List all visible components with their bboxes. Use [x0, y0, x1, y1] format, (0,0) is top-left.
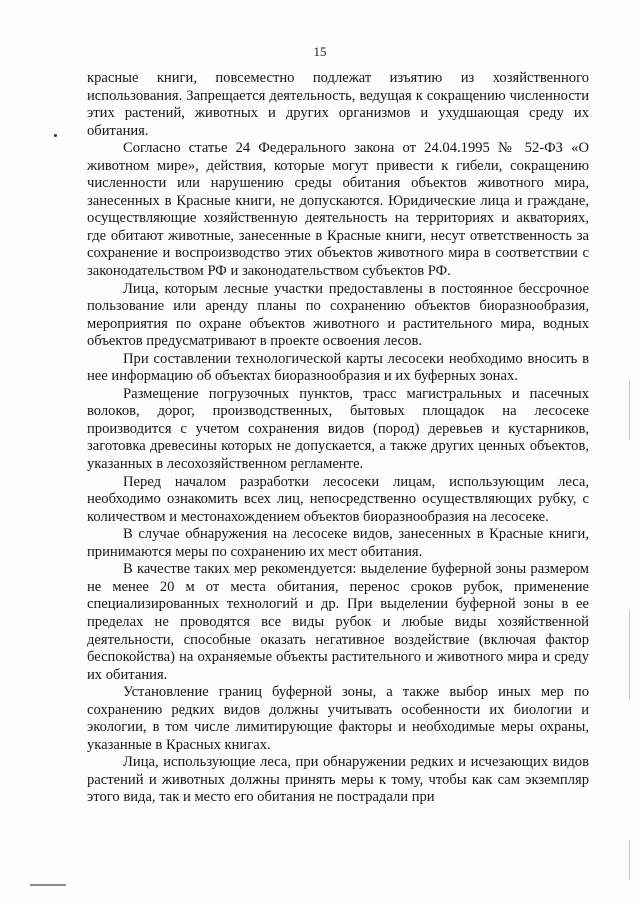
- scan-edge-artifact: [629, 610, 630, 700]
- scan-speck: [54, 134, 57, 137]
- paragraph: Перед началом разработки лесосеки лицам, использующим леса, необходимо ознакомить всех лиц, непосредственно осуществляющих рубку, с количеством и местонахождением объектов биоразнообразия на лесосеке.: [87, 473, 589, 525]
- paragraph-continuation: красные книги, повсеместно подлежат изъятию из хозяйственного использования. Запрещается деятельность, ведущая к сокращению численности этих растений, животных и других организмов и ухудшающая среду их обитания.: [87, 70, 589, 139]
- paragraph: Согласно статье 24 Федерального закона от 24.04.1995 № 52-ФЗ «О животном мире», действия, которые могут привести к гибели, сокращению численности или нарушению среды обитания объектов животного мира, занесенных в Красные книги, не допускаются. Юридические лица и граждане, осуществляющие хозяйственную деятельность на территориях и акваториях, где обитают животные, занесенные в Красные книги, несут ответственность за сохранение и воспроизводство этих объектов животного мира в соответствии с законодательством РФ и законодательством субъектов РФ.: [87, 140, 589, 280]
- paragraph: Лица, которым лесные участки предоставлены в постоянное бессрочное пользование или аренду планы по сохранению объектов биоразнообразия, мероприятия по охране объектов животного и растительного мира, водных объектов предусматривают в проекте освоения лесов.: [87, 280, 589, 350]
- paragraph: При составлении технологической карты лесосеки необходимо вносить в нее информацию об объектах биоразнообразия и их буферных зонах.: [87, 350, 589, 385]
- page-number: 15: [313, 44, 327, 59]
- paragraph: В случае обнаружения на лесосеке видов, занесенных в Красные книги, принимаются меры по сохранению их мест обитания.: [87, 526, 589, 560]
- paragraph: Размещение погрузочных пунктов, трасс магистральных и пасечных волоков, дорог, производственных, бытовых площадок на лесосеке производится с учетом сохранения видов (пород) деревьев и кустарников, заготовка древесины которых не допускается, а также других ценных объектов, указанных в лесохозяйственном регламенте.: [87, 385, 589, 473]
- scan-edge-artifact: [629, 380, 630, 440]
- paragraph: Установление границ буферной зоны, а также выбор иных мер по сохранению редких видов должны учитывать особенности их биологии и экологии, в том числе лимитирующие факторы и необходимые меры охраны, указанные в Красных книгах.: [87, 684, 589, 753]
- scan-edge-artifact: [629, 840, 630, 880]
- paragraph: Лица, использующие леса, при обнаружении редких и исчезающих видов растений и животных должны принять меры к тому, чтобы как сам экземпляр этого вида, так и место его обитания не пострадали при: [87, 754, 589, 806]
- body-text: [87, 70, 589, 807]
- paragraph: В качестве таких мер рекомендуется: выделение буферной зоны размером не менее 20 м от места обитания, перенос сроков рубок, применение специализированных технологий и др. При выделении буферной зоны в ее пределах не проводятся все виды рубок и любые виды хозяйственной деятельности, способные оказать негативное воздействие (включая фактор беспокойства) на охраняемые объекты растительного и животного мира и среду их обитания.: [87, 561, 589, 683]
- scan-mark: [30, 884, 66, 886]
